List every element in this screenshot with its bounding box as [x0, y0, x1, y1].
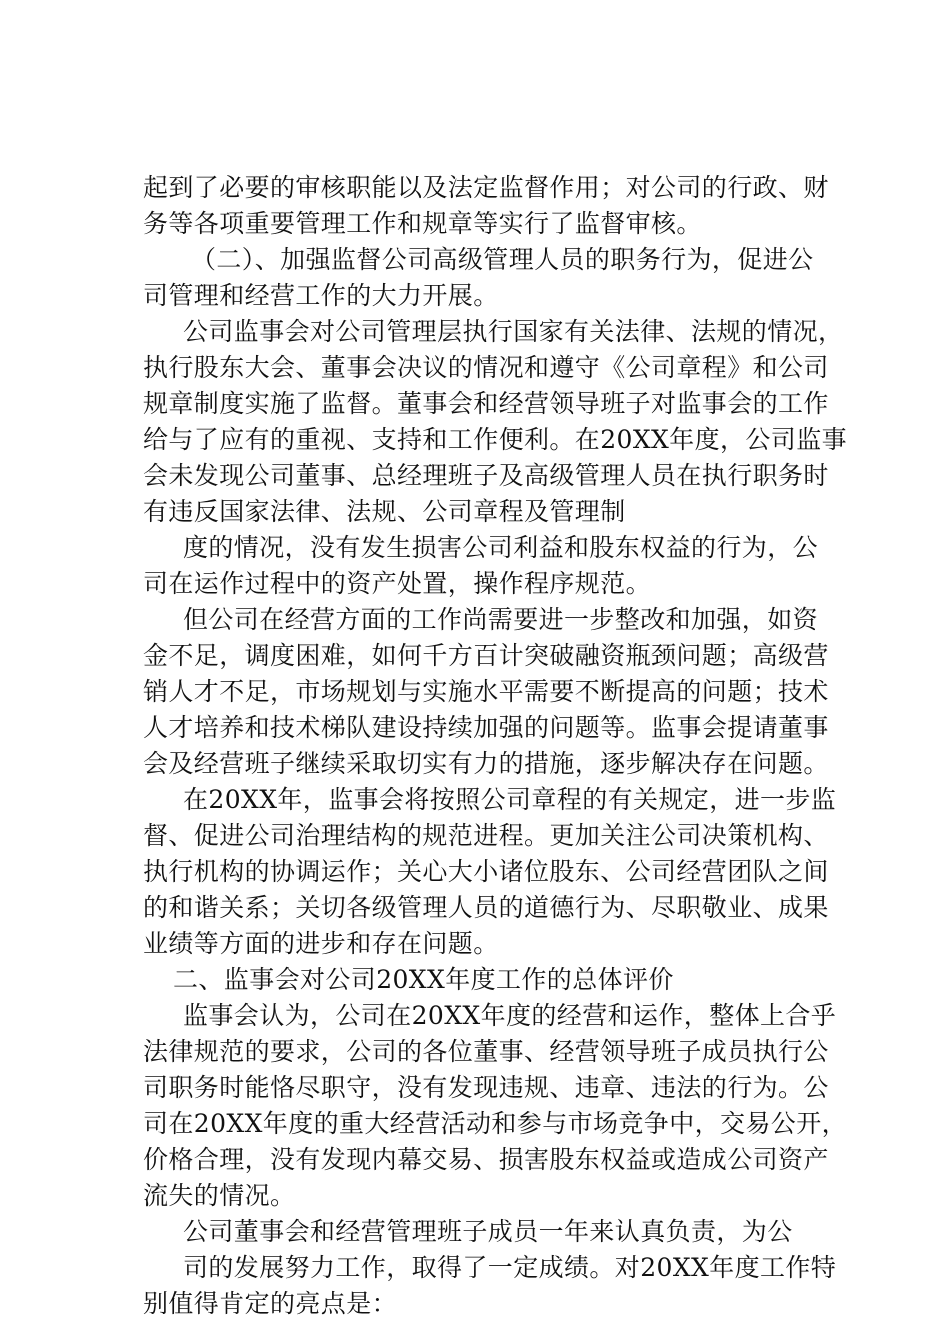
text-line: 执行股东大会、董事会决议的情况和遵守《公司章程》和公司 [143, 353, 829, 382]
text-line: 司职务时能恪尽职守，没有发现违规、违章、违法的行为。公 [143, 1073, 829, 1102]
text-line: 监事会认为，公司在20XX年度的经营和运作，整体上合乎 [183, 1001, 837, 1030]
text-line: 督、促进公司治理结构的规范进程。更加关注公司决策机构、 [143, 821, 829, 850]
text-line: 金不足，调度困难，如何千方百计突破融资瓶颈问题；高级营 [143, 641, 829, 670]
section-heading: 二、监事会对公司20XX年度工作的总体评价 [173, 965, 674, 994]
text-line: 会及经营班子继续采取切实有力的措施，逐步解决存在问题。 [143, 749, 829, 778]
text-line: 的和谐关系；关切各级管理人员的道德行为、尽职敬业、成果 [143, 893, 829, 922]
text-line: 务等各项重要管理工作和规章等实行了监督审核。 [143, 209, 702, 238]
text-line: 公司监事会对公司管理层执行国家有关法律、法规的情况， [183, 317, 844, 346]
text-line: 法律规范的要求，公司的各位董事、经营领导班子成员执行公 [143, 1037, 829, 1066]
section-heading: （二）、加强监督公司高级管理人员的职务行为，促进公 [191, 245, 814, 274]
text-line: 规章制度实施了监督。董事会和经营领导班子对监事会的工作 [143, 389, 829, 418]
text-line: 度的情况，没有发生损害公司利益和股东权益的行为，公 [183, 533, 819, 562]
text-line: 流失的情况。 [143, 1181, 296, 1210]
text-line: 公司董事会和经营管理班子成员一年来认真负责，为公 [183, 1217, 793, 1246]
text-line: 销人才不足，市场规划与实施水平需要不断提高的问题；技术 [143, 677, 829, 706]
text-line: 但公司在经营方面的工作尚需要进一步整改和加强，如资 [183, 605, 819, 634]
text-line: 别值得肯定的亮点是： [143, 1289, 398, 1318]
text-line: 业绩等方面的进步和存在问题。 [143, 929, 499, 958]
text-line: 价格合理，没有发现内幕交易、损害股东权益或造成公司资产 [143, 1145, 829, 1174]
text-line: 会未发现公司董事、总经理班子及高级管理人员在执行职务时 [143, 461, 829, 490]
text-line: 执行机构的协调运作；关心大小诸位股东、公司经营团队之间 [143, 857, 829, 886]
text-line: 有违反国家法律、法规、公司章程及管理制 [143, 497, 626, 526]
text-line: 给与了应有的重视、支持和工作便利。在20XX年度，公司监事 [143, 425, 848, 454]
text-line: 司在运作过程中的资产处置，操作程序规范。 [143, 569, 652, 598]
text-line: 在20XX年，监事会将按照公司章程的有关规定，进一步监 [183, 785, 837, 814]
text-line: 人才培养和技术梯队建设持续加强的问题等。监事会提请董事 [143, 713, 829, 742]
text-line: 司的发展努力工作，取得了一定成绩。对20XX年度工作特 [183, 1253, 837, 1282]
text-line: 司管理和经营工作的大力开展。 [143, 281, 499, 310]
text-line: 起到了必要的审核职能以及法定监督作用；对公司的行政、财 [143, 173, 829, 202]
text-line: 司在20XX年度的重大经营活动和参与市场竞争中，交易公开， [143, 1109, 848, 1138]
